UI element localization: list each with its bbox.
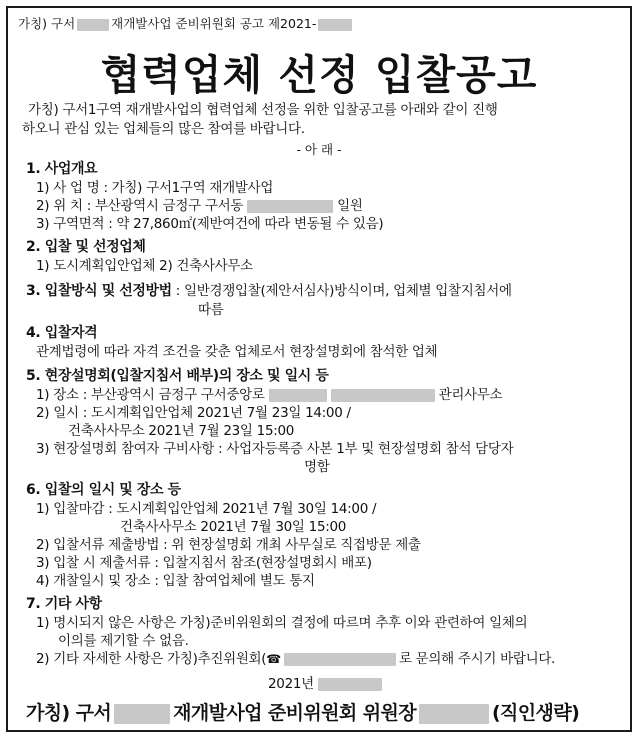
footer-middle: 재개발사업 준비위원회 위원장 — [173, 702, 416, 724]
redacted-block — [318, 678, 382, 691]
notice-number — [18, 14, 352, 32]
section-3-line-2: 따름 — [198, 302, 224, 318]
section-5-item-3-line-2: 명함 — [304, 459, 330, 475]
section-3-line-1 — [26, 279, 512, 300]
section-3-text: : 일반경쟁입찰(제안서심사)방식이며, 업체별 입찰지침서에 — [171, 283, 512, 299]
notice-suffix: 재개발사업 준비위원회 공고 제2021- — [111, 16, 317, 31]
contact-label: 2) 기타 자세한 사항은 가칭)추진위원회( — [36, 651, 267, 667]
section-7-heading: 7. 기타 사항 — [26, 596, 102, 612]
page-title: 협력업체 선정 입찰공고 — [100, 51, 538, 99]
redacted-block — [269, 389, 327, 402]
footer-suffix: (직인생략) — [491, 702, 580, 724]
section-5-item-2-line-2: 건축사사무소 2021년 7월 23일 15:00 — [68, 423, 295, 439]
section-1-heading: 1. 사업개요 — [26, 161, 98, 177]
section-1-item-1: 1) 사 업 명 : 가칭) 구서1구역 재개발사업 — [36, 180, 274, 196]
section-2-items: 1) 도시계획입안업체 2) 건축사사무소 — [36, 258, 253, 274]
location-suffix: 일원 — [337, 198, 363, 214]
section-5-item-2-line-1: 2) 일시 : 도시계획입안업체 2021년 7월 23일 14:00 / — [36, 405, 351, 421]
redacted-block — [419, 704, 489, 724]
footer-signature — [26, 698, 579, 725]
tender-notice — [6, 6, 632, 732]
section-7-item-2 — [36, 647, 555, 667]
section-2-heading: 2. 입찰 및 선정업체 — [26, 239, 146, 255]
redacted-block — [114, 704, 170, 724]
redacted-block — [77, 19, 109, 31]
footer-prefix: 가칭) 구서 — [26, 702, 112, 724]
contact-suffix: 로 문의해 주시기 바랍니다. — [398, 651, 556, 667]
section-7-item-1-line-2: 이의를 제기할 수 없음. — [58, 633, 189, 649]
section-4-heading: 4. 입찰자격 — [26, 325, 98, 341]
section-4-text: 관계법령에 따라 자격 조건을 갖춘 업체로서 현장설명회에 참석한 업체 — [36, 344, 438, 360]
intro-line-1: 가칭) 구서1구역 재개발사업의 협력업체 선정을 위한 입찰공고를 아래와 같이 진행 — [28, 102, 498, 118]
redacted-block — [284, 653, 396, 666]
date-line — [268, 672, 382, 692]
date-year: 2021년 — [268, 676, 314, 692]
intro-line-2: 하오니 관심 있는 업체들의 많은 참여를 바랍니다. — [22, 121, 305, 137]
section-6-heading: 6. 입찰의 일시 및 장소 등 — [26, 482, 181, 498]
telephone-icon: ☎ — [266, 652, 281, 666]
section-5-item-1 — [36, 383, 502, 403]
redacted-block — [331, 389, 435, 402]
location-label: 2) 위 치 : 부산광역시 금정구 구서동 — [36, 198, 244, 214]
section-1-item-2 — [36, 194, 363, 214]
venue-suffix: 관리사무소 — [438, 387, 503, 403]
redacted-block — [318, 19, 352, 31]
notice-prefix: 가칭) 구서 — [18, 16, 76, 31]
section-7-item-1-line-1: 1) 명시되지 않은 사항은 가칭)준비위원회의 결정에 따르며 추후 이와 관련하여 일체의 — [36, 615, 528, 631]
section-6-item-4: 4) 개찰일시 및 장소 : 입찰 참여업체에 별도 통지 — [36, 573, 315, 589]
below-marker: - 아 래 - — [296, 142, 342, 157]
section-5-item-3-line-1: 3) 현장설명회 참여자 구비사항 : 사업자등록증 사본 1부 및 현장설명회 참석 담당자 — [36, 441, 514, 457]
section-6-item-3: 3) 입찰 시 제출서류 : 입찰지침서 참조(현장설명회시 배포) — [36, 555, 372, 571]
section-6-item-1-line-1: 1) 입찰마감 : 도시계획입안업체 2021년 7월 30일 14:00 / — [36, 501, 377, 517]
section-6-item-2: 2) 입찰서류 제출방법 : 위 현장설명회 개최 사무실로 직접방문 제출 — [36, 537, 421, 553]
section-6-item-1-line-2: 건축사사무소 2021년 7월 30일 15:00 — [120, 519, 347, 535]
redacted-block — [247, 200, 333, 213]
section-5-heading: 5. 현장설명회(입찰지침서 배부)의 장소 및 일시 등 — [26, 368, 329, 384]
section-3-heading: 3. 입찰방식 및 선정방법 — [26, 283, 172, 299]
venue-label: 1) 장소 : 부산광역시 금정구 구서중앙로 — [36, 387, 265, 403]
section-1-item-3: 3) 구역면적 : 약 27,860㎡(제반여건에 따라 변동될 수 있음) — [36, 216, 384, 232]
